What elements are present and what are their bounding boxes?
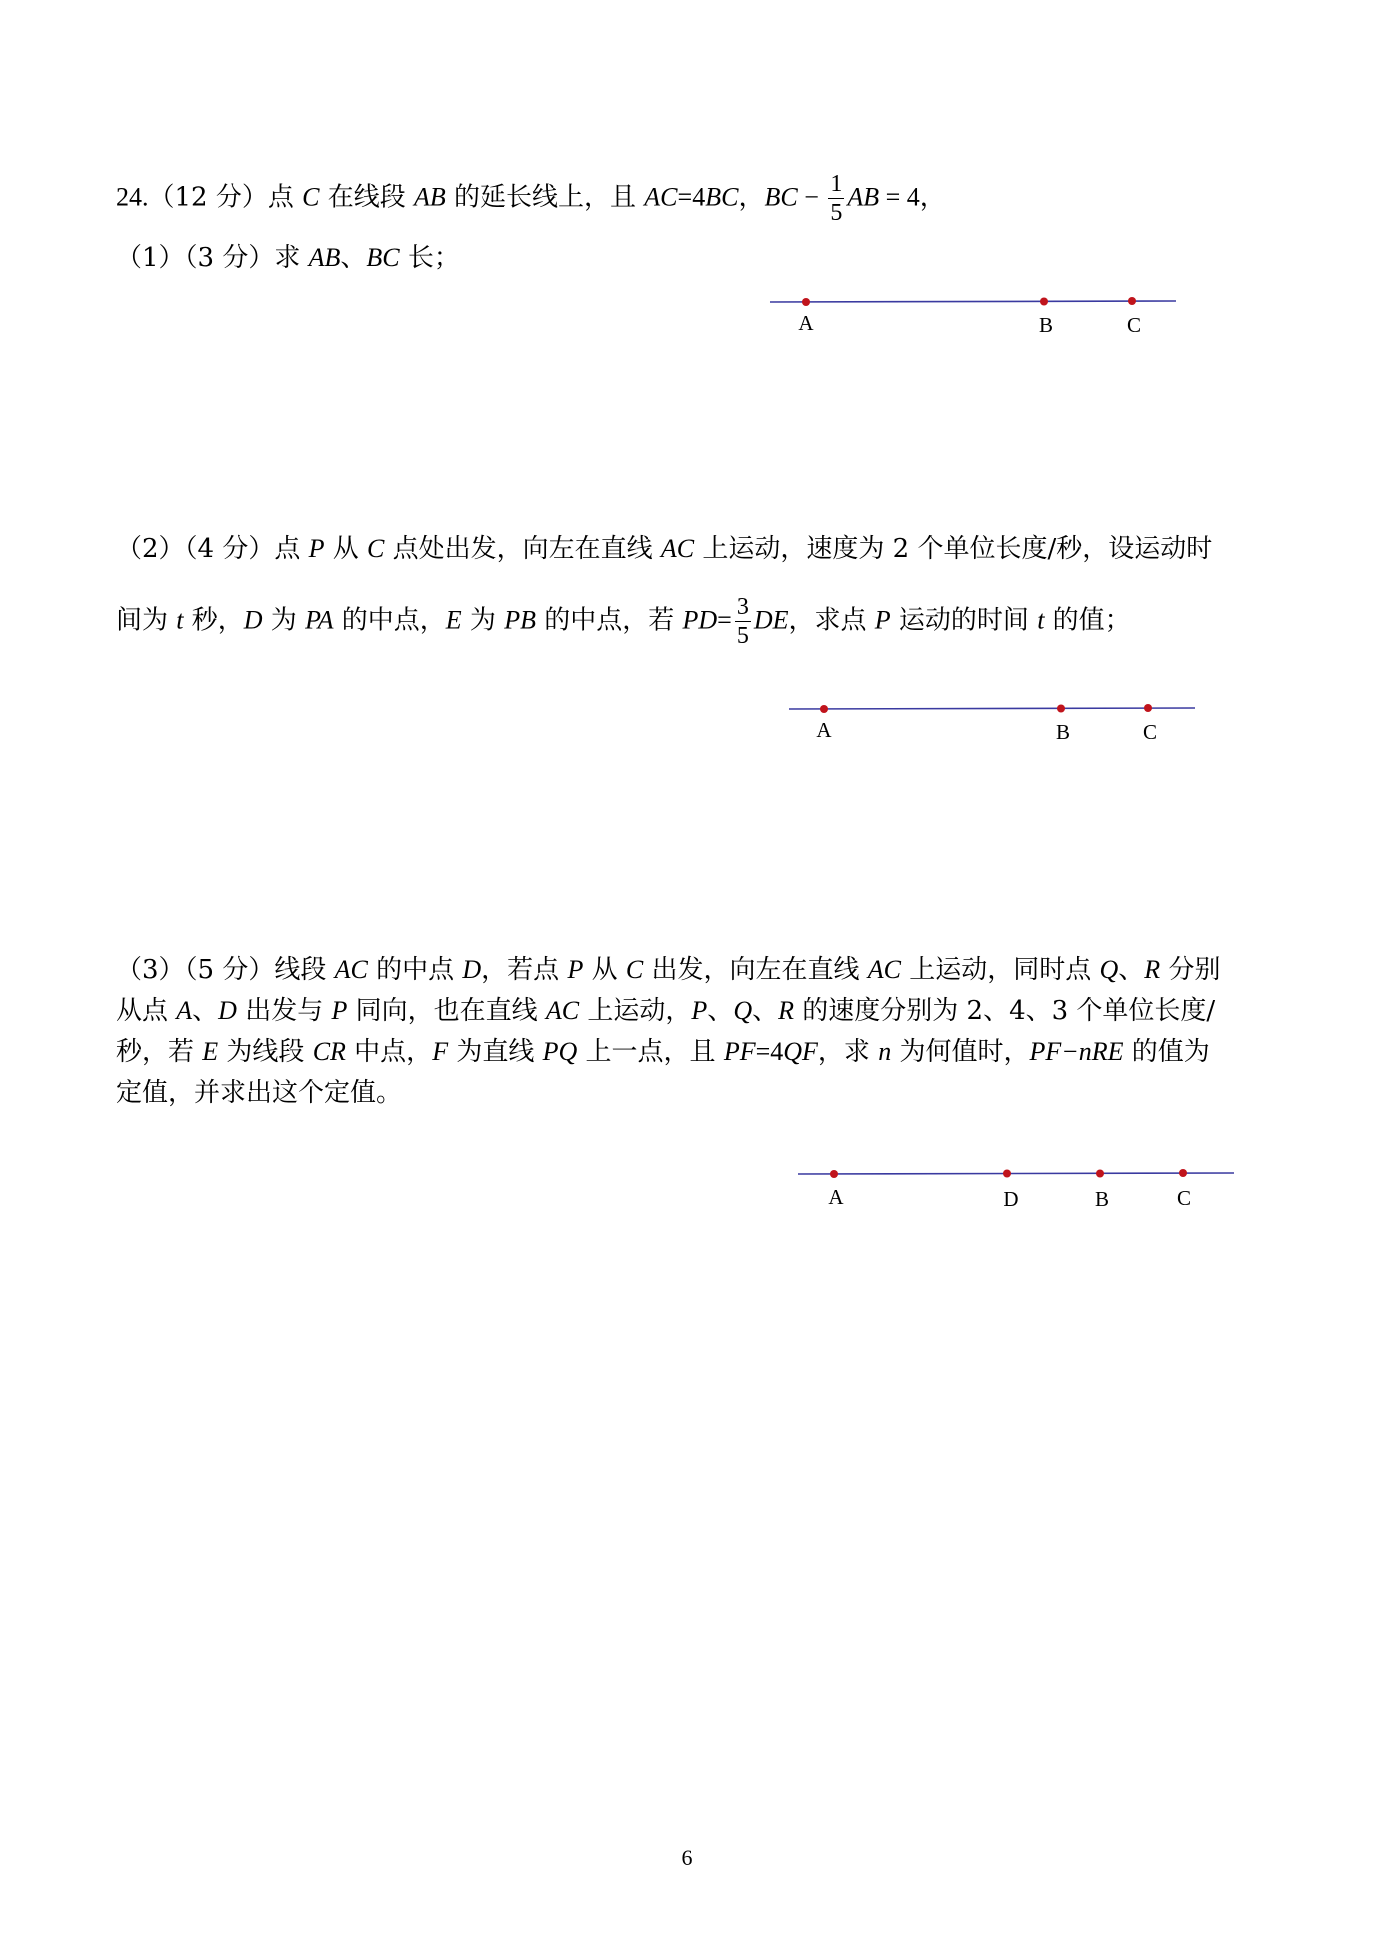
fraction-denominator: 5 bbox=[736, 623, 749, 649]
text: =4 bbox=[677, 182, 706, 212]
fraction-denominator: 5 bbox=[830, 200, 843, 226]
point-c bbox=[1128, 297, 1136, 305]
text: ，若点 bbox=[481, 955, 568, 985]
var-ab: AB bbox=[414, 182, 446, 212]
var-ac: AC bbox=[644, 182, 678, 212]
text: 点 bbox=[267, 182, 303, 213]
fraction-three-fifths bbox=[735, 595, 751, 648]
text: 出发，向左在直线 bbox=[643, 955, 868, 985]
label-a: A bbox=[798, 311, 814, 335]
text: 在线段 bbox=[319, 182, 414, 213]
label-b: B bbox=[1094, 1187, 1110, 1211]
var-e: E bbox=[202, 1037, 219, 1066]
equals-sign: = bbox=[717, 605, 732, 635]
label-a: A bbox=[828, 1185, 844, 1209]
text: 的值为 bbox=[1123, 1037, 1210, 1067]
text: 的延长线上，且 bbox=[445, 182, 645, 213]
var-bc: BC bbox=[764, 182, 798, 212]
part3-line3 bbox=[116, 1032, 1210, 1072]
label-c: C bbox=[1126, 313, 1142, 337]
fraction-numerator: 1 bbox=[830, 171, 843, 197]
text: 从 bbox=[583, 955, 626, 985]
text: 从点 bbox=[116, 996, 177, 1026]
label-a: A bbox=[816, 718, 832, 742]
var-pd: PD bbox=[682, 605, 718, 635]
var-p: P bbox=[691, 996, 708, 1025]
text: 出发与 bbox=[236, 996, 332, 1026]
point-c bbox=[1179, 1169, 1187, 1177]
part3-line1 bbox=[116, 950, 1220, 990]
problem-number: 24. bbox=[116, 182, 149, 212]
var-a: A bbox=[176, 996, 193, 1025]
var-p: P bbox=[308, 534, 325, 563]
text: 、 bbox=[340, 243, 367, 273]
text: 从 bbox=[324, 534, 368, 564]
part2-line1 bbox=[116, 529, 1212, 569]
var-t: t bbox=[176, 605, 184, 635]
var-d: D bbox=[462, 955, 482, 984]
point-d bbox=[1003, 1170, 1011, 1178]
fraction-numerator: 3 bbox=[736, 594, 749, 620]
text: 上运动， bbox=[579, 996, 692, 1026]
point-b bbox=[1096, 1170, 1104, 1178]
var-pq: PQ bbox=[542, 1037, 578, 1066]
text: 为何值时， bbox=[891, 1037, 1030, 1067]
text: ， bbox=[919, 182, 946, 213]
text: 的值； bbox=[1044, 605, 1131, 636]
part3-line2 bbox=[116, 991, 1215, 1031]
var-r: R bbox=[1144, 955, 1161, 984]
text: 点处出发，向左在直线 bbox=[384, 534, 661, 564]
text: ，求点 bbox=[788, 605, 875, 636]
text: ， bbox=[738, 182, 765, 213]
label-b: B bbox=[1038, 313, 1054, 337]
line-segment bbox=[789, 708, 1195, 709]
text: 运动的时间 bbox=[890, 605, 1038, 636]
text: 上一点，且 bbox=[577, 1037, 724, 1067]
text: 为直线 bbox=[448, 1037, 543, 1067]
text: 分别 bbox=[1160, 955, 1221, 985]
var-n: n bbox=[878, 1037, 892, 1066]
minus-sign: − bbox=[797, 182, 826, 212]
var-pb: PB bbox=[504, 605, 536, 635]
point-b bbox=[1057, 705, 1065, 713]
var-q: Q bbox=[1099, 955, 1119, 984]
text: 上运动，同时点 bbox=[900, 955, 1100, 985]
page-number: 6 bbox=[681, 1845, 693, 1870]
diagram-3 bbox=[798, 1162, 1238, 1214]
var-c: C bbox=[367, 534, 385, 563]
problem-header bbox=[116, 172, 946, 225]
var-p: P bbox=[874, 605, 891, 635]
part-label: （1）（3 分） bbox=[116, 243, 275, 273]
text: 、 bbox=[192, 996, 219, 1026]
part3-line4 bbox=[116, 1073, 402, 1113]
label-c: C bbox=[1142, 720, 1158, 744]
var-c: C bbox=[302, 182, 320, 212]
point-c bbox=[1144, 704, 1152, 712]
var-f: F bbox=[432, 1037, 449, 1066]
label-b: B bbox=[1055, 720, 1071, 744]
var-de: DE bbox=[753, 605, 789, 635]
var-ac: AC bbox=[545, 996, 580, 1025]
fraction-one-fifth bbox=[828, 172, 844, 225]
text: 为线段 bbox=[218, 1037, 313, 1067]
text: 的速度分别为 2、4、3 个单位长度/ bbox=[794, 996, 1216, 1026]
var-e: E bbox=[445, 605, 462, 635]
text: 中点， bbox=[345, 1037, 433, 1067]
text: 求 bbox=[274, 243, 309, 273]
part2-line2 bbox=[116, 595, 1131, 648]
point-a bbox=[802, 298, 810, 306]
var-qf: QF bbox=[783, 1037, 818, 1066]
point-b bbox=[1040, 298, 1048, 306]
number-line-2 bbox=[789, 697, 1199, 747]
text: 间为 bbox=[116, 605, 177, 636]
text: 上运动，速度为 2 个单位长度/秒，设运动时 bbox=[694, 534, 1213, 564]
var-bc: BC bbox=[705, 182, 739, 212]
var-t: t bbox=[1037, 605, 1045, 635]
line-segment bbox=[770, 301, 1176, 302]
point-a bbox=[820, 705, 828, 713]
text: 的中点 bbox=[367, 955, 463, 985]
text: 秒， bbox=[183, 605, 244, 636]
var-q: Q bbox=[733, 996, 753, 1025]
var-pf: PF bbox=[723, 1037, 756, 1066]
var-d: D bbox=[243, 605, 263, 635]
var-bc: BC bbox=[366, 243, 400, 272]
text: 为 bbox=[262, 605, 306, 636]
var-c: C bbox=[625, 955, 644, 984]
var-cr: CR bbox=[312, 1037, 346, 1066]
text: 定值，并求出这个定值。 bbox=[116, 1078, 403, 1108]
diagram-1 bbox=[770, 290, 1180, 340]
part1-question bbox=[116, 238, 460, 278]
expression-pf-nre: PF−nRE bbox=[1029, 1037, 1124, 1066]
text: （2）（4 分）点 bbox=[116, 534, 309, 564]
label-d: D bbox=[1003, 1187, 1019, 1211]
text: 的中点，若 bbox=[535, 605, 683, 636]
text: 为 bbox=[461, 605, 505, 636]
var-p: P bbox=[567, 955, 584, 984]
text: 长； bbox=[399, 243, 460, 273]
text: 、 bbox=[752, 996, 779, 1026]
text: 、 bbox=[707, 996, 734, 1026]
var-d: D bbox=[218, 996, 237, 1025]
text: 、 bbox=[1118, 955, 1145, 985]
text: 同向，也在直线 bbox=[347, 996, 546, 1026]
var-p: P bbox=[331, 996, 348, 1025]
var-ac: AC bbox=[660, 534, 695, 563]
label-c: C bbox=[1176, 1186, 1192, 1210]
line-segment bbox=[798, 1173, 1234, 1174]
number-line-3 bbox=[798, 1162, 1238, 1214]
var-ab: AB bbox=[308, 243, 341, 272]
text: （3）（5 分）线段 bbox=[116, 955, 335, 985]
text: = 4 bbox=[879, 182, 920, 212]
var-ac: AC bbox=[867, 955, 901, 984]
text: 秒，若 bbox=[116, 1037, 203, 1067]
point-a bbox=[830, 1170, 838, 1178]
diagram-2 bbox=[789, 697, 1199, 747]
var-pa: PA bbox=[305, 605, 334, 635]
var-ac: AC bbox=[334, 955, 368, 984]
number-line-1 bbox=[770, 290, 1180, 340]
problem-score: （12 分） bbox=[148, 182, 268, 213]
var-ab: AB bbox=[847, 182, 880, 212]
text: ，求 bbox=[817, 1037, 879, 1067]
text: =4 bbox=[755, 1037, 784, 1066]
var-r: R bbox=[778, 996, 794, 1025]
text: 的中点， bbox=[333, 605, 446, 636]
